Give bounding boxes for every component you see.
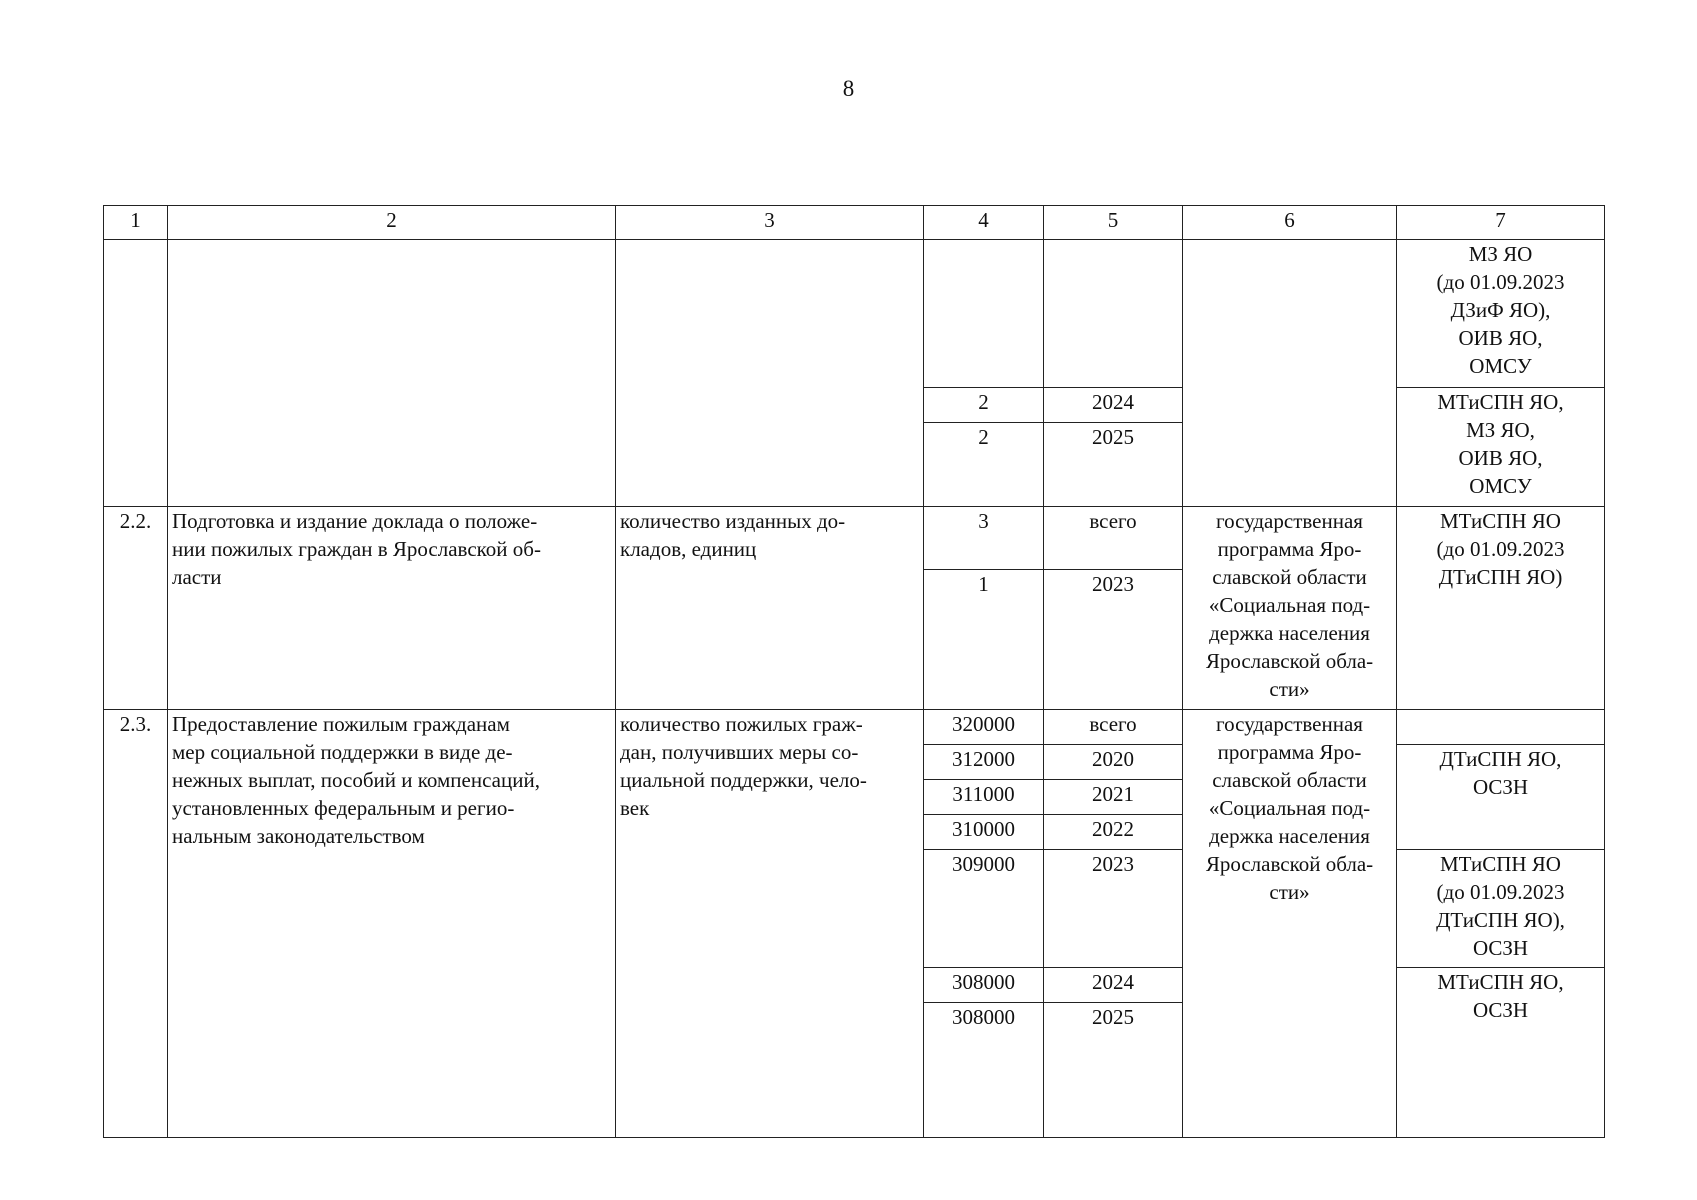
measure-name-cell bbox=[168, 240, 616, 507]
responsible-cell: ДТиСПН ЯО, ОСЗН bbox=[1397, 745, 1605, 850]
col-header-3: 3 bbox=[616, 206, 924, 240]
value-cell: 308000 bbox=[924, 968, 1044, 1003]
year-cell bbox=[1044, 240, 1183, 388]
value-cell: 308000 bbox=[924, 1003, 1044, 1138]
col-header-7: 7 bbox=[1397, 206, 1605, 240]
row-number-cell bbox=[104, 240, 168, 507]
col-header-4: 4 bbox=[924, 206, 1044, 240]
responsible-cell: МТиСПН ЯО, ОСЗН bbox=[1397, 968, 1605, 1138]
program-cell: государственная программа Яро- славской области «Социальная под- держка населения Ярославской обла- сти» bbox=[1183, 710, 1397, 1138]
value-cell: 310000 bbox=[924, 815, 1044, 850]
value-cell: 309000 bbox=[924, 850, 1044, 968]
responsible-cell: МТиСПН ЯО (до 01.09.2023 ДТиСПН ЯО), ОСЗН bbox=[1397, 850, 1605, 968]
responsible-cell: МТиСПН ЯО (до 01.09.2023 ДТиСПН ЯО) bbox=[1397, 507, 1605, 710]
responsible-cell: МЗ ЯО (до 01.09.2023 ДЗиФ ЯО), ОИВ ЯО, ОМСУ bbox=[1397, 240, 1605, 388]
value-cell: 3 bbox=[924, 507, 1044, 570]
year-cell: 2023 bbox=[1044, 570, 1183, 710]
value-cell: 1 bbox=[924, 570, 1044, 710]
year-cell: 2022 bbox=[1044, 815, 1183, 850]
program-cell: государственная программа Яро- славской области «Социальная под- держка населения Ярославской обла- сти» bbox=[1183, 507, 1397, 710]
page-number: 8 bbox=[842, 76, 855, 101]
row-number-cell: 2.2. bbox=[104, 507, 168, 710]
measures-table bbox=[103, 205, 1605, 1138]
value-cell: 312000 bbox=[924, 745, 1044, 780]
year-cell: 2020 bbox=[1044, 745, 1183, 780]
year-cell: 2021 bbox=[1044, 780, 1183, 815]
value-cell: 320000 bbox=[924, 710, 1044, 745]
indicator-cell: количество пожилых граж- дан, получивших меры со- циальной поддержки, чело- век bbox=[616, 710, 924, 1138]
year-cell: 2025 bbox=[1044, 1003, 1183, 1138]
responsible-cell: МТиСПН ЯО, МЗ ЯО, ОИВ ЯО, ОМСУ bbox=[1397, 388, 1605, 507]
measure-name-cell: Подготовка и издание доклада о положе- нии пожилых граждан в Ярославской об- ласти bbox=[168, 507, 616, 710]
measure-name-cell: Предоставление пожилым гражданам мер социальной поддержки в виде де- нежных выплат, пособий и компенсаций, установленных федеральным и регио- нальным законодательством bbox=[168, 710, 616, 1138]
year-cell: всего bbox=[1044, 507, 1183, 570]
value-cell: 2 bbox=[924, 423, 1044, 507]
indicator-cell: количество изданных до- кладов, единиц bbox=[616, 507, 924, 710]
indicator-cell bbox=[616, 240, 924, 507]
value-cell: 311000 bbox=[924, 780, 1044, 815]
row-number-cell: 2.3. bbox=[104, 710, 168, 1138]
value-cell bbox=[924, 240, 1044, 388]
col-header-5: 5 bbox=[1044, 206, 1183, 240]
program-cell bbox=[1183, 240, 1397, 507]
year-cell: 2024 bbox=[1044, 388, 1183, 423]
year-cell: 2025 bbox=[1044, 423, 1183, 507]
year-cell: всего bbox=[1044, 710, 1183, 745]
table-row bbox=[104, 507, 1605, 570]
value-cell: 2 bbox=[924, 388, 1044, 423]
col-header-2: 2 bbox=[168, 206, 616, 240]
col-header-6: 6 bbox=[1183, 206, 1397, 240]
year-cell: 2024 bbox=[1044, 968, 1183, 1003]
responsible-cell bbox=[1397, 710, 1605, 745]
table-row bbox=[104, 710, 1605, 745]
year-cell: 2023 bbox=[1044, 850, 1183, 968]
col-header-1: 1 bbox=[104, 206, 168, 240]
header-row bbox=[104, 206, 1605, 240]
table-row bbox=[104, 240, 1605, 388]
